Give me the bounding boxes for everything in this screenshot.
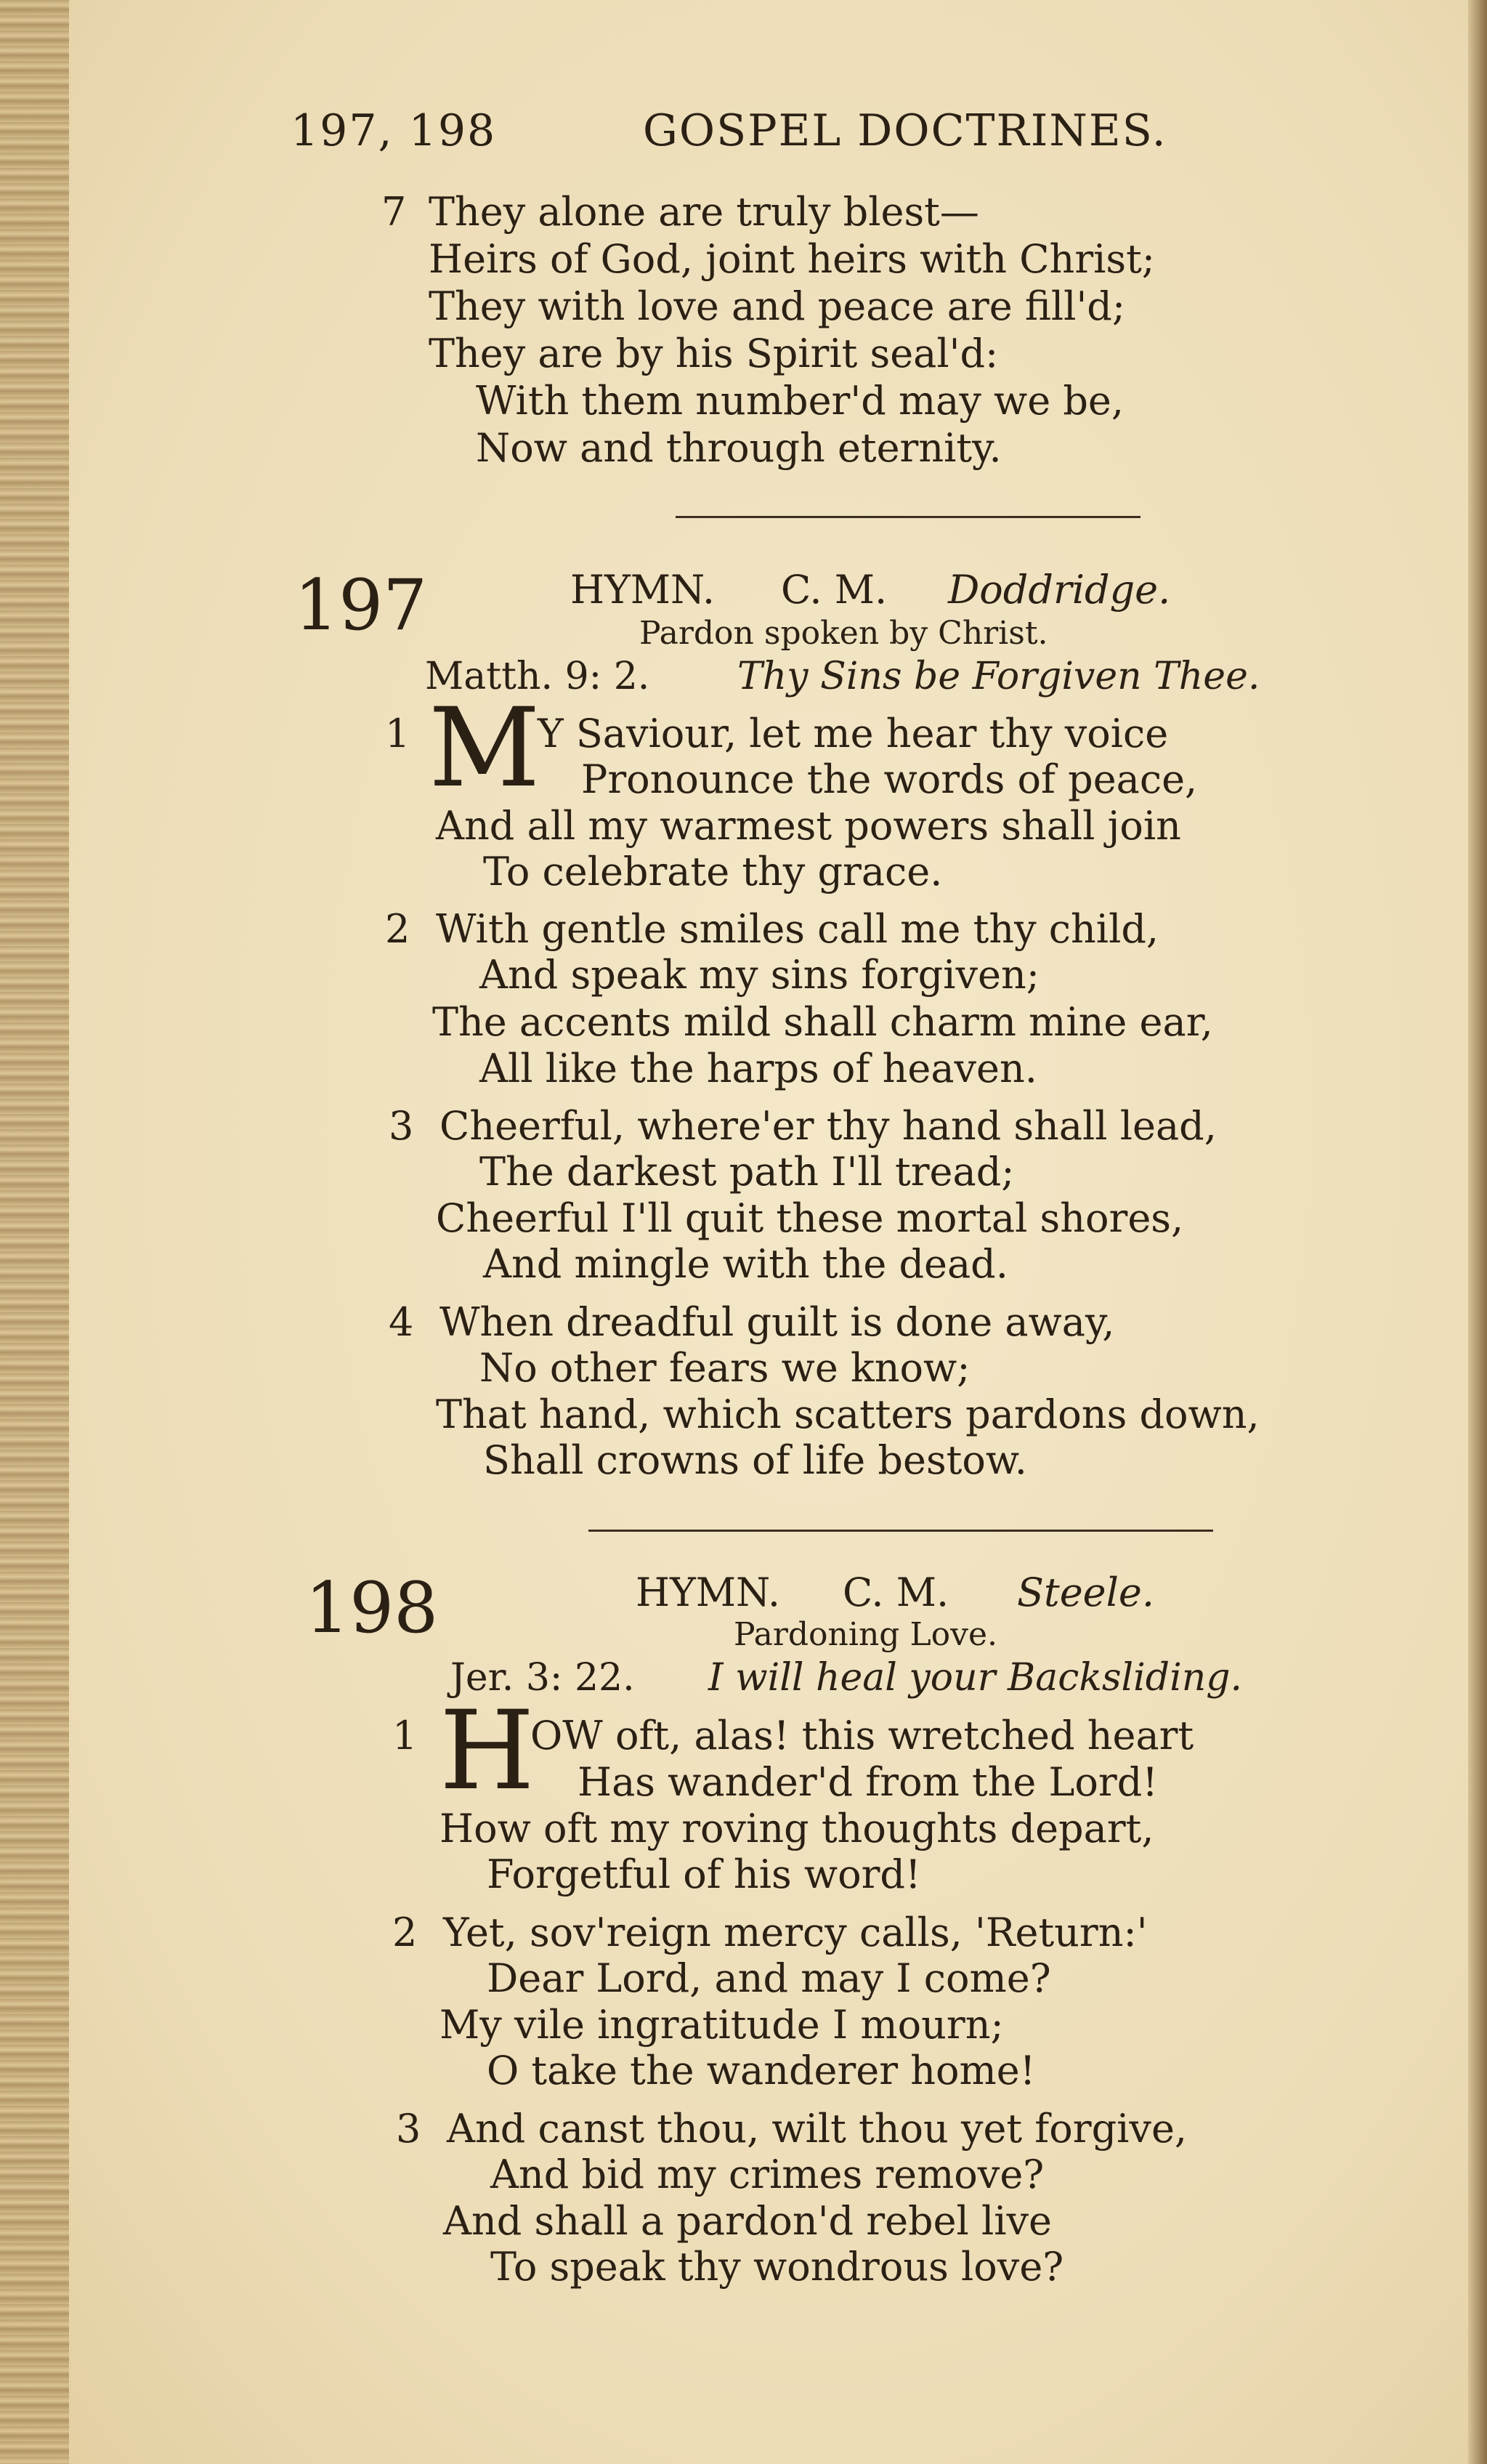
running-title: GOSPEL DOCTRINES. [643,105,1167,156]
verse-line: They alone are truly blest— [429,189,979,235]
verse-line: To speak thy wondrous love? [490,2244,1064,2290]
verse-line: Yet, sov'reign mercy calls, 'Return:' [443,1910,1148,1955]
section-divider [676,516,1140,518]
verse-line: To celebrate thy grace. [483,849,943,894]
verse-line: Has wander'd from the Lord! [578,1759,1159,1805]
scripture-text: Thy Sins be Forgiven Thee. [737,655,1260,698]
verse-line: And canst thou, wilt thou yet forgive, [447,2106,1188,2152]
verse-line: The darkest path I'll tread; [479,1149,1015,1195]
verse-number: 3 [396,2106,421,2152]
page-left-edge [0,0,69,2464]
drop-cap: H [439,1688,535,1814]
verse-line: No other fears we know; [479,1345,971,1391]
page-right-edge [1468,0,1487,2464]
verse-number: 7 [381,189,407,235]
verse-line: O take the wanderer home! [487,2048,1036,2093]
verse-number: 2 [392,1910,418,1955]
verse-line: They are by his Spirit seal'd: [429,331,999,376]
verse-line: OW oft, alas! this wretched heart [530,1713,1194,1758]
verse-line: My vile ingratitude I mourn; [439,2002,1004,2048]
scripture-ref: Matth. 9: 2. [425,655,650,698]
verse-line: They with love and peace are fill'd; [429,283,1126,329]
verse-line: Shall crowns of life bestow. [483,1437,1027,1483]
verse-line: That hand, which scatters pardons down, [436,1391,1260,1437]
verse-line: Cheerful I'll quit these mortal shores, [436,1195,1184,1241]
verse-line: The accents mild shall charm mine ear, [432,999,1213,1045]
scripture-ref: Jer. 3: 22. [450,1656,635,1700]
verse-line: Heirs of God, joint heirs with Christ; [429,236,1156,282]
hymn-meter: C. M. [781,567,888,613]
hymn-number: 197 [294,565,428,646]
verse-number: 1 [392,1713,418,1758]
verse-number: 1 [385,711,410,756]
verse-number: 3 [389,1103,414,1149]
verse-line: With gentle smiles call me thy child, [436,906,1159,952]
verse-line: All like the harps of heaven. [479,1046,1037,1091]
verse-line: With them number'd may we be, [476,378,1125,424]
hymn-author: Steele. [1017,1570,1154,1615]
hymn-subtitle: Pardon spoken by Christ. [639,615,1048,652]
verse-line: Y Saviour, let me hear thy voice [538,711,1169,756]
verse-line: And all my warmest powers shall join [436,803,1181,849]
verse-number: 4 [389,1299,414,1345]
hymn-author: Doddridge. [948,567,1171,613]
verse-line: And bid my crimes remove? [490,2152,1045,2197]
scripture-text: I will heal your Backsliding. [708,1656,1243,1700]
verse-line: Forgetful of his word! [487,1851,921,1897]
verse-line: Now and through eternity. [476,425,1002,471]
verse-line: Pronounce the words of peace, [581,756,1198,802]
verse-line: When dreadful guilt is done away, [439,1299,1115,1345]
hymn-meter: C. M. [843,1570,949,1615]
verse-line: Dear Lord, and may I come? [487,1955,1051,2001]
hymn-number: 198 [305,1567,439,1649]
page-numbers: 197, 198 [291,105,497,156]
hymn-label: HYMN. [570,567,715,613]
verse-line: Cheerful, where'er thy hand shall lead, [439,1103,1217,1149]
hymn-subtitle: Pardoning Love. [734,1616,998,1653]
drop-cap: M [429,685,540,812]
section-divider [588,1530,1213,1532]
verse-line: And shall a pardon'd rebel live [443,2198,1053,2244]
verse-number: 2 [385,906,410,952]
verse-line: And speak my sins forgiven; [479,952,1040,998]
verse-line: And mingle with the dead. [483,1241,1008,1287]
hymn-label: HYMN. [636,1570,780,1615]
verse-line: How oft my roving thoughts depart, [439,1806,1154,1851]
